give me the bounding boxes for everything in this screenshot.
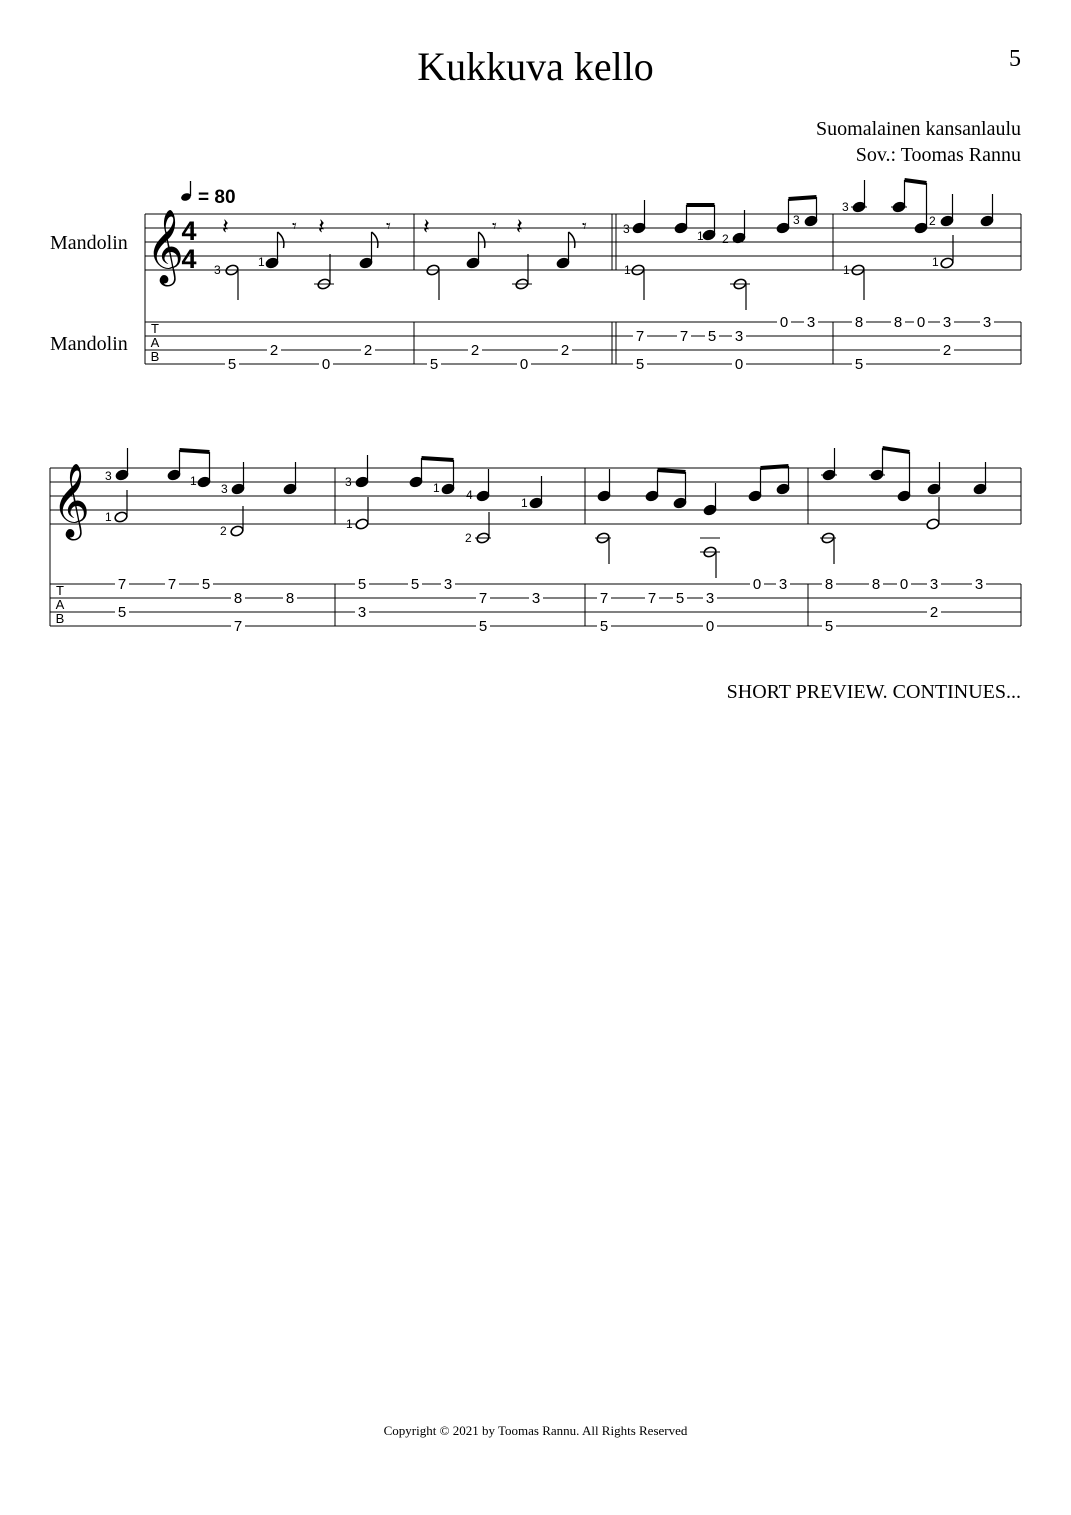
svg-text:4: 4 [181,244,197,274]
svg-text:1: 1 [624,263,631,277]
svg-text:3: 3 [357,604,367,621]
svg-text:8: 8 [893,314,903,331]
svg-text:3: 3 [345,475,352,489]
svg-text:1: 1 [697,229,704,243]
svg-text:2: 2 [929,214,936,228]
svg-text:0: 0 [734,356,744,373]
svg-text:8: 8 [854,314,864,331]
svg-text:1: 1 [258,255,265,269]
svg-text:3: 3 [623,222,630,236]
svg-text:0: 0 [752,576,762,593]
svg-text:2: 2 [269,342,279,359]
svg-text:2: 2 [220,524,227,538]
svg-text:7: 7 [647,590,657,607]
svg-text:5: 5 [599,618,609,635]
system-1-notes [222,180,994,310]
svg-text:3: 3 [531,590,541,607]
svg-text:3: 3 [443,576,453,593]
svg-text:T: T [151,321,159,336]
svg-text:2: 2 [560,342,570,359]
composer: Suomalainen kansanlaulu [816,118,1021,140]
tab-measure-1 [225,342,375,373]
svg-text:𝄽: 𝄽 [516,214,523,239]
svg-text:0: 0 [321,356,331,373]
svg-text:5: 5 [824,618,834,635]
svg-text:1: 1 [932,255,939,269]
tempo-marking [180,181,235,208]
svg-text:3: 3 [793,213,800,227]
svg-text:3: 3 [705,590,715,607]
svg-text:5: 5 [117,604,127,621]
svg-text:𝄽: 𝄽 [423,214,430,239]
svg-text:5: 5 [429,356,439,373]
svg-text:1: 1 [105,510,112,524]
tab-measure-2 [427,342,572,373]
svg-text:5: 5 [201,576,211,593]
svg-text:1: 1 [521,496,528,510]
song-title: Kukkuva kello [417,44,654,89]
svg-text:5: 5 [357,576,367,593]
tempo-text: = 80 [198,187,236,208]
svg-text:𝄾: 𝄾 [582,216,587,236]
svg-text:2: 2 [929,604,939,621]
svg-text:3: 3 [221,482,228,496]
time-signature [181,216,196,274]
svg-text:5: 5 [707,328,717,345]
svg-text:7: 7 [167,576,177,593]
treble-clef [146,210,184,287]
svg-text:3: 3 [982,314,992,331]
quarter-rest-icon: 𝄽 [318,214,325,239]
svg-text:5: 5 [478,618,488,635]
svg-text:2: 2 [465,531,472,545]
svg-text:T: T [56,583,64,598]
svg-text:2: 2 [363,342,373,359]
svg-text:0: 0 [519,356,529,373]
svg-text:B: B [55,611,65,626]
svg-text:0: 0 [779,314,789,331]
svg-text:1: 1 [346,517,353,531]
svg-text:3: 3 [734,328,744,345]
svg-text:3: 3 [942,314,952,331]
svg-text:8: 8 [824,576,834,593]
svg-text:1: 1 [190,474,197,488]
svg-text:2: 2 [470,342,480,359]
svg-text:A: A [55,597,65,612]
tab-clef-2 [56,583,65,626]
svg-text:A: A [150,335,160,350]
svg-text:5: 5 [227,356,237,373]
svg-text:0: 0 [916,314,926,331]
page-number: 5 [1009,46,1021,72]
quarter-rest-icon: 𝄽 [222,214,229,239]
svg-text:2: 2 [722,232,729,246]
svg-text:1: 1 [433,481,440,495]
svg-text:7: 7 [117,576,127,593]
svg-text:3: 3 [105,469,112,483]
svg-text:7: 7 [679,328,689,345]
svg-text:7: 7 [635,328,645,345]
svg-text:3: 3 [929,576,939,593]
svg-text:3: 3 [806,314,816,331]
svg-text:7: 7 [233,618,243,635]
svg-text:3: 3 [214,263,221,277]
svg-text:8: 8 [233,590,243,607]
svg-text:7: 7 [599,590,609,607]
svg-text:𝄞: 𝄞 [146,210,184,282]
svg-text:𝄾: 𝄾 [492,216,497,236]
svg-text:0: 0 [705,618,715,635]
svg-text:5: 5 [675,590,685,607]
copyright: Copyright © 2021 by Toomas Rannu. All Rights Reserved [383,1423,688,1438]
svg-text:B: B [150,349,160,364]
svg-text:𝄞: 𝄞 [52,464,90,536]
svg-text:1: 1 [843,263,850,277]
svg-text:5: 5 [410,576,420,593]
svg-text:0: 0 [899,576,909,593]
system-2-fingerings [105,469,528,545]
svg-text:4: 4 [181,216,197,246]
svg-text:3: 3 [974,576,984,593]
tab-instrument-label: Mandolin [50,333,128,355]
treble-clef-2 [52,464,90,541]
tab-clef [151,321,160,364]
svg-text:5: 5 [854,356,864,373]
svg-text:8: 8 [871,576,881,593]
arranger: Sov.: Toomas Rannu [855,144,1021,166]
svg-text:2: 2 [942,342,952,359]
svg-text:5: 5 [635,356,645,373]
eighth-rest-icon: 𝄾 [292,216,297,236]
svg-text:4: 4 [466,488,473,502]
staff-instrument-label: Mandolin [50,232,128,254]
preview-notice: SHORT PREVIEW. CONTINUES... [726,681,1021,703]
svg-text:8: 8 [285,590,295,607]
svg-text:3: 3 [778,576,788,593]
svg-text:3: 3 [842,200,849,214]
svg-text:7: 7 [478,590,488,607]
svg-text:𝄾: 𝄾 [386,216,391,236]
